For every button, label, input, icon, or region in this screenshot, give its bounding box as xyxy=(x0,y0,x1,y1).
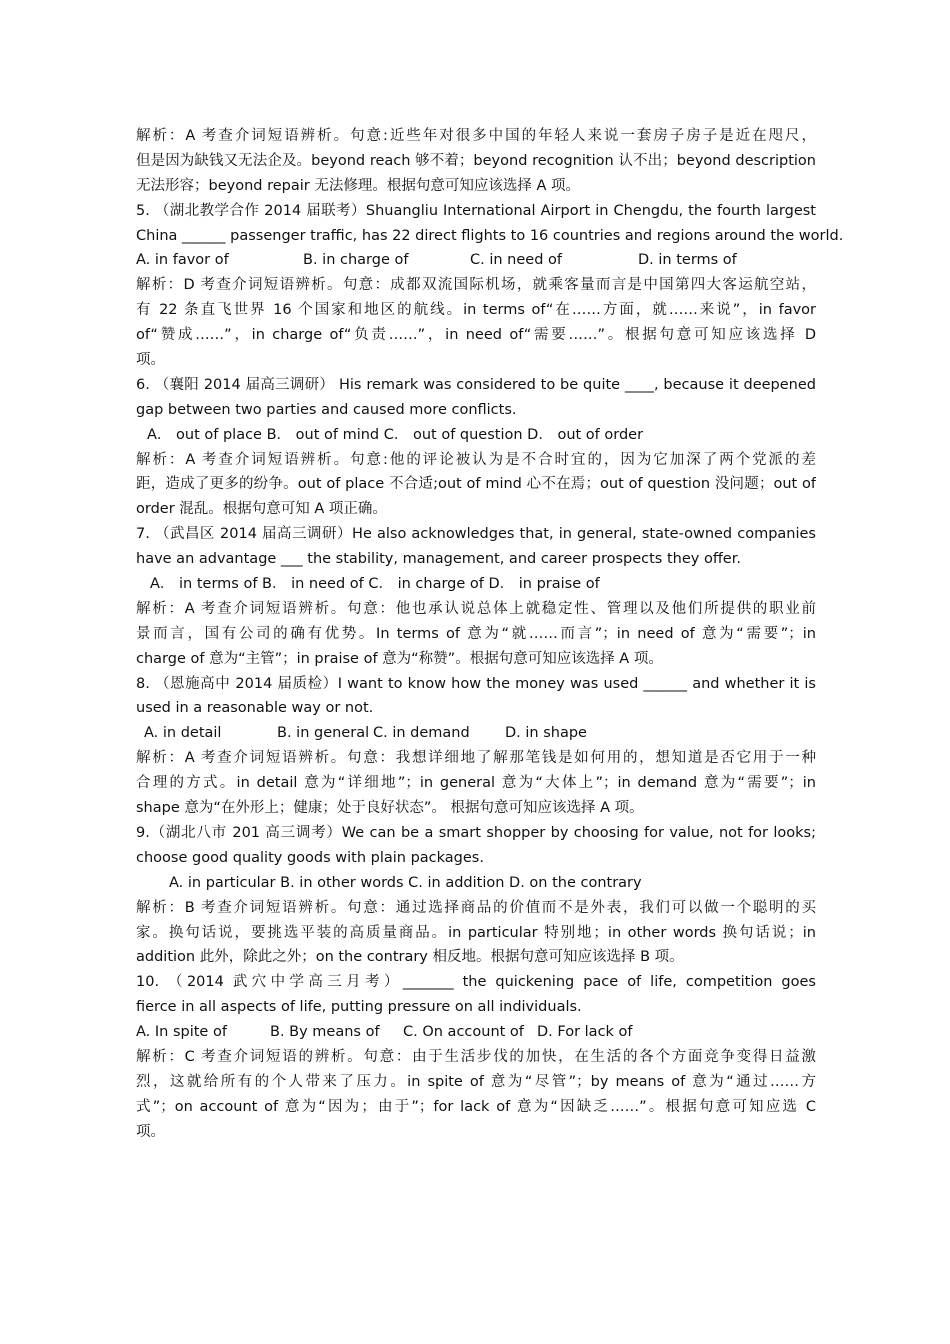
option-c: C. in need of xyxy=(470,252,562,269)
text-line: 解析：A 考查介词短语辨析。句意:近些年对很多中国的年轻人来说一套房子房子是近在咫尺， xyxy=(136,128,816,144)
text-line: 解析：C 考查介词短语的辨析。句意：由于生活步伐的加快，在生活的各个方面竞争变得日益激 xyxy=(136,1048,816,1065)
text-line: addition 此外，除此之外；on the contrary 相反地。根据句意可知应该选择 B 项。 xyxy=(136,949,684,966)
option-a: A. in favor of xyxy=(136,252,229,269)
text-line: 合理的方式。in detail 意为“详细地”；in general 意为“大体上”；in demand 意为“需要”；in xyxy=(136,775,816,792)
option-a: A. in detail xyxy=(144,725,222,742)
text-line: 有 22 条直飞世界 16 个国家和地区的航线。in terms of“在……方面，就……来说”，in favor xyxy=(136,302,816,319)
text-line: 但是因为缺钱又无法企及。beyond reach 够不着；beyond recognition 认不出；beyond description xyxy=(136,152,816,169)
question-6-stem: gap between two parties and caused more conflicts. xyxy=(136,401,517,418)
question-9-options: A. in particular B. in other words C. in addition D. on the contrary xyxy=(169,874,642,891)
option-d: D. in shape xyxy=(505,725,587,742)
text-line: 景而言，国有公司的确有优势。In terms of 意为“就……而言”；in need of 意为“需要”；in xyxy=(136,625,816,642)
question-7-options: A． in terms of B． in need of C． in charge of D． in praise of xyxy=(150,576,600,593)
option-a: A. In spite of xyxy=(136,1024,227,1041)
text-line: shape 意为“在外形上；健康；处于良好状态”。 根据句意可知应该选择 A 项。 xyxy=(136,800,644,817)
text-line: 烈，这就给所有的个人带来了压力。in spite of 意为“尽管”；by means of 意为“通过……方 xyxy=(136,1073,816,1090)
question-10-options xyxy=(136,1020,816,1045)
question-8-stem: used in a reasonable way or not. xyxy=(136,700,374,717)
option-c: C. in demand xyxy=(373,725,470,742)
text-line: 解析：A 考查介词短语辨析。句意:他的评论被认为是不合时宜的，因为它加深了两个党派的差 xyxy=(136,451,816,468)
question-10-stem: fierce in all aspects of life, putting pressure on all individuals. xyxy=(136,999,582,1016)
text-line: 无法形容；beyond repair 无法修理。根据句意可知应该选择 A 项。 xyxy=(136,177,580,194)
question-7-stem: have an advantage ___ the stability, management, and career prospects they offer. xyxy=(136,551,741,568)
text-line: 解析：D 考查介词短语辨析。句意：成都双流国际机场，就乘客量而言是中国第四大客运航空站， xyxy=(136,277,816,294)
document-body xyxy=(136,124,844,1145)
option-b: B. By means of xyxy=(270,1024,380,1041)
question-8-options xyxy=(136,721,816,746)
text-line: 项。 xyxy=(136,1123,165,1140)
text-line: order 混乱。根据句意可知 A 项正确。 xyxy=(136,501,387,518)
question-7-stem: 7. （武昌区 2014 届高三调研）He also acknowledges that, in general, state-owned companies xyxy=(136,526,816,543)
option-d: D. in terms of xyxy=(638,252,737,269)
text-line: 解析：A 考查介词短语辨析。句意：我想详细地了解那笔钱是如何用的，想知道是否它用于一种 xyxy=(136,750,816,767)
question-9-stem: choose good quality goods with plain packages. xyxy=(136,849,484,866)
question-10-stem: 10. （2014 武穴中学高三月考）_______ the quickening pace of life, competition goes xyxy=(136,974,816,991)
text-line: 项。 xyxy=(136,352,165,369)
question-8-stem: 8. （恩施高中 2014 届质检）I want to know how the money was used ______ and whether it is xyxy=(136,675,816,692)
question-9-stem: 9.（湖北八市 201 高三调考）We can be a smart shopper by choosing for value, not for looks; xyxy=(136,824,816,841)
text-line: 式”；on account of 意为“因为；由于”；for lack of 意为“因缺乏……”。根据句意可知应选 C xyxy=(136,1098,816,1115)
text-line: 距，造成了更多的纷争。out of place 不合适;out of mind 心不在焉；out of question 没问题；out of xyxy=(136,476,816,493)
text-line: of“赞成……”，in charge of“负责……”，in need of“需要……”。根据句意可知应该选择 D xyxy=(136,327,816,344)
text-line: 解析：B 考查介词短语辨析。句意：通过选择商品的价值而不是外表，我们可以做一个聪明的买 xyxy=(136,899,816,916)
option-b: B. in charge of xyxy=(303,252,409,269)
question-6-stem: 6. （襄阳 2014 届高三调研） His remark was considered to be quite ____, because it deepened xyxy=(136,376,816,393)
question-5-stem: 5. （湖北教学合作 2014 届联考）Shuangliu International Airport in Chengdu, the fourth largest xyxy=(136,202,816,219)
option-b: B. in general xyxy=(277,725,370,742)
option-d: D. For lack of xyxy=(537,1024,633,1041)
text-line: charge of 意为“主管”；in praise of 意为“称赞”。根据句意可知应该选择 A 项。 xyxy=(136,650,663,667)
question-6-options: A． out of place B． out of mind C． out of question D． out of order xyxy=(147,426,644,443)
text-line: 解析：A 考查介词短语辨析。句意：他也承认说总体上就稳定性、管理以及他们所提供的职业前 xyxy=(136,600,816,617)
option-c: C. On account of xyxy=(403,1024,524,1041)
question-5-stem: China ______ passenger traffic, has 22 direct flights to 16 countries and regions around the world. xyxy=(136,227,844,244)
question-5-options xyxy=(136,248,816,273)
text-line: 家。换句话说，要挑选平装的高质量商品。in particular 特别地；in other words 换句话说；in xyxy=(136,924,816,941)
